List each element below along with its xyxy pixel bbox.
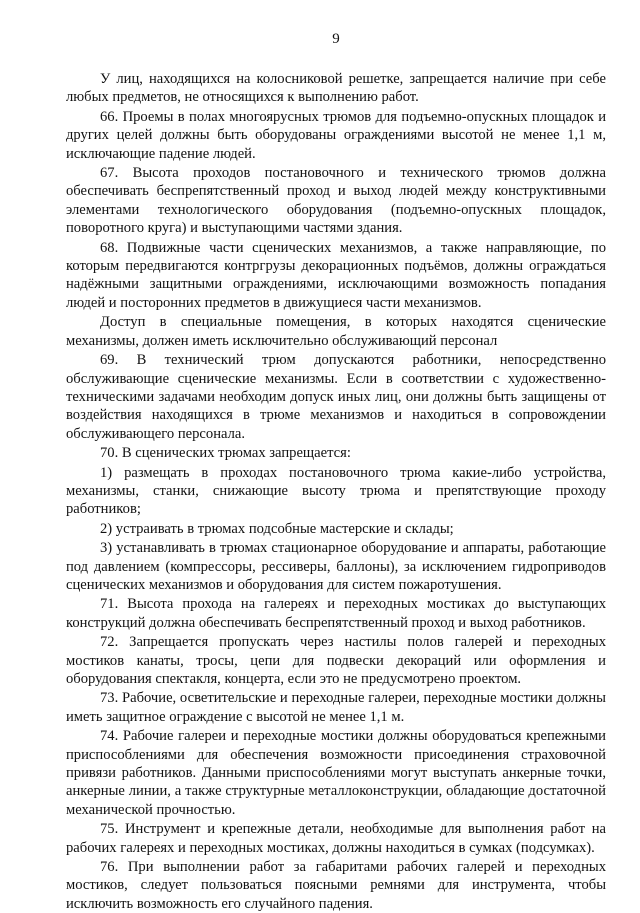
list-item-70-1: 1) размещать в проходах постановочного трюма какие-либо устройства, механизмы, станки, снижающие высоту трюма и препятствующие проходу работников;	[66, 464, 606, 518]
paragraph-75: 75. Инструмент и крепежные детали, необходимые для выполнения работ на рабочих галереях и переходных мостиках, должны находиться в сумках (подсумках).	[66, 821, 606, 856]
paragraph-68: 68. Подвижные части сценических механизмов, а также направляющие, по которым передвигаются контргрузы декорационных подъёмов, должны ограждаться надёжными защитными ограждениями, исключающими возможность попадания людей и посторонних предметов в движущиеся части механизмов.	[66, 239, 606, 311]
paragraph-73: 73. Рабочие, осветительские и переходные галереи, переходные мостики должны иметь защитное ограждение с высотой не менее 1,1 м.	[66, 690, 606, 725]
list-item-70-3: 3) устанавливать в трюмах стационарное оборудование и аппараты, работающие под давлением (компрессоры, рессиверы, баллоны), за исключением гидроприводов сценических механизмов и оборудования для систем пожаротушения.	[66, 540, 606, 593]
document-body	[66, 70, 606, 913]
paragraph-access: Доступ в специальные помещения, в которых находятся сценические механизмы, должен иметь исключительно обслуживающий персонал	[66, 314, 606, 349]
paragraph-66: 66. Проемы в полах многоярусных трюмов для подъемно-опускных площадок и других целей должны быть оборудованы ограждениями высотой не менее 1,1 м, исключающие падение людей.	[66, 108, 606, 162]
paragraph-69: 69. В технический трюм допускаются работники, непосредственно обслуживающие сценические механизмы. Если в соответствии с художественно-техническими задачами необходим допуск иных лиц, они должны быть защищены от воздействия находящихся в трюме механизмов и находиться в сопровождении обслуживающего персонала.	[66, 352, 606, 442]
paragraph-74: 74. Рабочие галереи и переходные мостики должны оборудоваться крепежными приспособлениями для обеспечения возможности присоединения страховочной привязи работников. Данными приспособлениями могут выступать анкерные точки, анкерные линии, а также структурные металлоконструкции, обладающие достаточной механической прочностью.	[66, 728, 606, 818]
paragraph-70: 70. В сценических трюмах запрещается:	[100, 445, 351, 462]
list-item-70-2: 2) устраивать в трюмах подсобные мастерские и склады;	[100, 520, 454, 537]
paragraph-71: 71. Высота прохода на галереях и переходных мостиках до выступающих конструкций должна обеспечивать беспрепятственный проход и выход работников.	[66, 596, 606, 631]
paragraph-72: 72. Запрещается пропускать через настилы полов галерей и переходных мостиков канаты, тросы, цепи для подвески декораций или оформления и оборудования спектакля, концерта, если это не предусмотрено проектом.	[66, 634, 606, 687]
paragraph-67: 67. Высота проходов постановочного и технического трюмов должна обеспечивать беспрепятственный проход и выход людей между конструктивными элементами технологического оборудования (подъемно-опускных площадок, поворотного круга) и выступающими частями здания.	[66, 165, 606, 237]
paragraph-76: 76. При выполнении работ за габаритами рабочих галерей и переходных мостиков, следует пользоваться поясными ремнями для инструмента, чтобы исключить возможность его случайного падения.	[66, 859, 606, 912]
paragraph: У лиц, находящихся на колосниковой решетке, запрещается наличие при себе любых предметов, не относящихся к выполнению работ.	[66, 71, 606, 106]
page-number: 9	[332, 31, 340, 47]
